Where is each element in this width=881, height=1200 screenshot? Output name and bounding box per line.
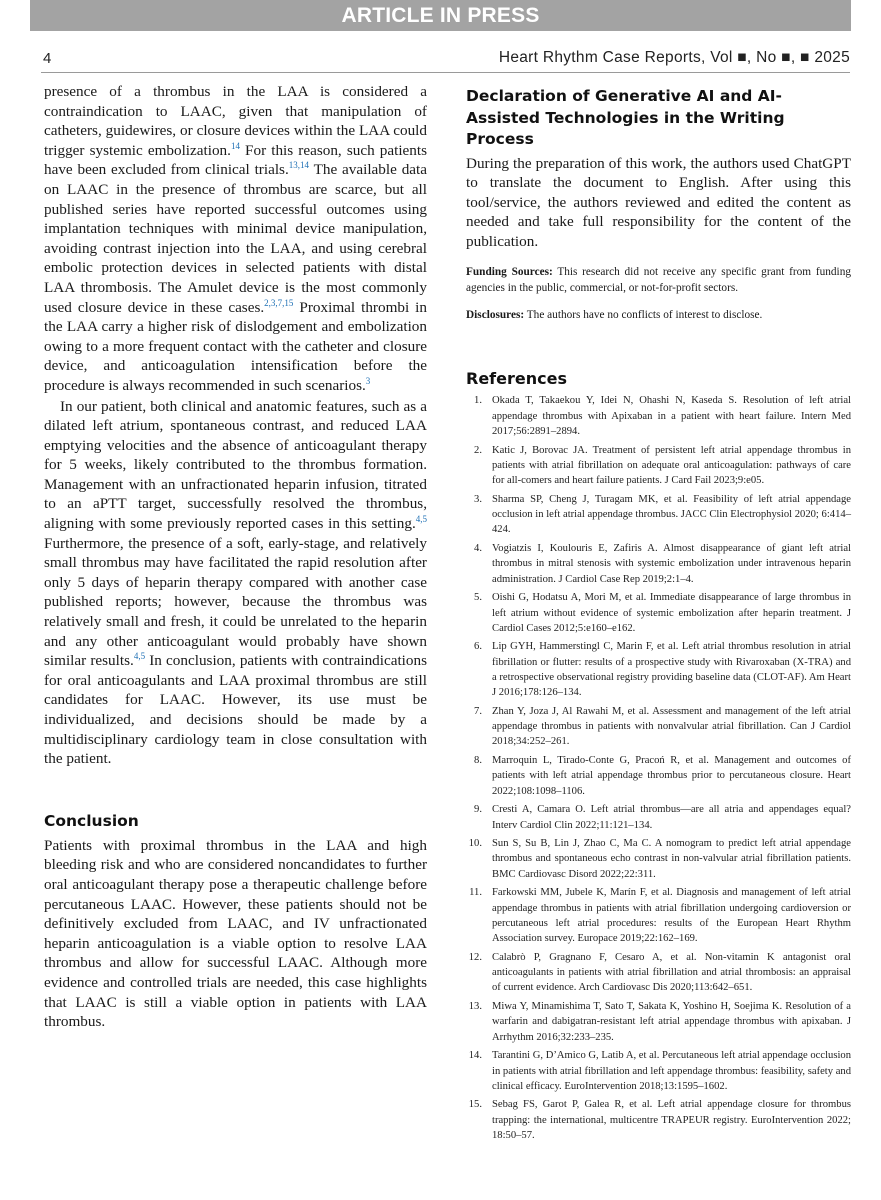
reference-item [466, 443, 851, 489]
reference-text: Lip GYH, Hammerstingl C, Marin F, et al. Left atrial thrombus resolution in atrial fibrillation or flutter: results of a prospective study with Rivaroxaban (X-TRA) and a retrospective observational registry providing baseline data (CLOT-AF). Am Heart J 2016;178:126–134. [492, 641, 851, 699]
reference-number: 15. [468, 1099, 482, 1111]
text-run: The available data on LAAC in the presence of thrombus are scarce, but all published series have reported successful outcomes using implantation techniques with minimal device manipulation, avoiding contrast injection into the LAA, and using cerebral embolic protection devices in selected patients with distal LAA thrombosis. The Amulet device is the most commonly used closure device in these cases. [44, 161, 427, 316]
reference-item [466, 753, 851, 799]
discussion-paragraph-2 [44, 397, 427, 769]
funding-text: This research did not receive any specific grant from funding agencies in the public, commercial, or not-for-profit sectors. [466, 266, 851, 295]
reference-number: 6. [474, 641, 482, 653]
citation-link[interactable]: 2,3,7,15 [264, 297, 294, 308]
citation-link[interactable]: 3 [365, 375, 371, 386]
header-rule [41, 72, 850, 73]
reference-item [466, 639, 851, 700]
article-in-press-banner: ARTICLE IN PRESS [30, 0, 851, 31]
reference-text: Oishi G, Hodatsu A, Mori M, et al. Immediate disappearance of large thrombus in left atrium without evidence of systemic embolization after heparin treatment. J Cardiol Cases 2012;5:e160–e162. [492, 592, 851, 634]
reference-text: Calabrò P, Gragnano F, Cesaro A, et al. Non-vitamin K antagonist oral anticoagulants in patients with atrial fibrillation and atrial thrombosis: an appraisal of current evidence. Arch Cardiovasc Dis 2020;113:642–651. [492, 951, 851, 994]
citation-link[interactable]: 13,14 [288, 160, 310, 171]
reference-item [466, 802, 851, 833]
reference-item [466, 1097, 851, 1143]
reference-item [466, 836, 851, 882]
text-run: In our patient, both clinical and anatomic features, such as a dilated left atrium, spontaneous contrast, and reduced LAA emptying velocities and the absence of anticoagulant therapy for 5 weeks, likely contributed to the thrombus formation. Management with an unfractionated heparin infusion, titrated to an aPTT target, successfully resolved the thrombus, aligning with some previously reported cases in this setting. [44, 397, 427, 533]
citation-link[interactable]: 4,5 [133, 651, 146, 662]
reference-number: 10. [468, 838, 482, 850]
reference-text: Marroquin L, Tirado-Conte G, Pracoń R, et al. Management and outcomes of patients with left atrial appendage thrombus prior to percutaneous closure. Heart 2022;108:1098–1106. [492, 755, 851, 797]
declaration-text: During the preparation of this work, the authors used ChatGPT to translate the document to English. After using this tool/service, the authors reviewed and edited the content as needed and take full responsibility for the content of the publication. [466, 154, 851, 250]
reference-item [466, 590, 851, 636]
text-run: presence of a thrombus in the LAA is considered a contraindication to LAAC, given that manipulation of catheters, guidewires, or closure devices within the LAA could trigger systemic embolization. [44, 83, 427, 159]
reference-number: 4. [474, 543, 482, 555]
conclusion-text: Patients with proximal thrombus in the LAA and high bleeding risk and who are considered noncandidates to further oral anticoagulant therapy pose a therapeutic challenge before percutaneous LAAC. However, these patients should not be definitively excluded from LAAC, and IV unfractionated heparin anticoagulation is a viable option to resolve LAA thrombus and allow for successful LAAC. Although more evidence and controlled trials are needed, this case highlights that LAAC is still a viable option in patients with LAA thrombus. [44, 836, 427, 1031]
text-run: Furthermore, the presence of a soft, early-stage, and relatively small thrombus may have facilitated the rapid resolution after only 5 days of heparin therapy compared with another case published reports; however, because the thrombus was relatively small and fresh, it could be unrelated to the heparin and any other anticoagulant would probably have shown similar results. [44, 534, 427, 670]
reference-text: Zhan Y, Joza J, Al Rawahi M, et al. Assessment and management of the left atrial appendage thrombus in patients with nonvalvular atrial fibrillation. Can J Cardiol 2018;34:252–261. [492, 705, 851, 748]
references-heading: References [466, 369, 567, 389]
reference-text: Katic J, Borovac JA. Treatment of persistent left atrial appendage thrombus in patients with atrial fibrillation on adequate oral anticoagulation: pathways of care for all-comers and heart failure patients. J Card Fail 2023;9:e05. [492, 444, 851, 487]
reference-item [466, 885, 851, 946]
reference-item [466, 704, 851, 750]
reference-number: 3. [474, 493, 482, 505]
conclusion-heading: Conclusion [44, 811, 139, 830]
funding-sources [466, 264, 851, 296]
reference-number: 11. [469, 887, 482, 899]
text-run: Proximal thrombi in the LAA carry a higher risk of dislodgement and embolization owing to a more frequent contact with the catheter and closure device, and anticoagulation intensification before the procedure is always recommended in such scenarios. [44, 298, 427, 394]
reference-item [466, 999, 851, 1045]
reference-number: 12. [468, 951, 482, 963]
disclosures-text: The authors have no conflicts of interest to disclose. [524, 309, 763, 322]
reference-text: Sebag FS, Garot P, Galea R, et al. Left atrial appendage closure for thrombus trapping: the international, multicentre TRAPEUR registry. EuroIntervention 2022; 18:50–57. [492, 1099, 851, 1141]
reference-text: Okada T, Takaekou Y, Idei N, Ohashi N, Kaseda S. Resolution of left atrial appendage thrombus with Apixaban in a patient with heart failure. Intern Med 2017;56:2891–2894. [492, 395, 851, 438]
reference-item [466, 492, 851, 538]
text-run: For this reason, such patients have been excluded from clinical trials. [44, 141, 428, 179]
discussion-paragraph-1 [44, 82, 427, 396]
reference-text: Vogiatzis I, Koulouris E, Zafiris A. Almost disappearance of giant left atrial thrombus in mitral stenosis with systemic embolization under intravenous heparin administration. J Cardiol Case Rep 2019;2:1–4. [492, 543, 851, 585]
reference-number: 1. [474, 395, 482, 407]
reference-text: Farkowski MM, Jubele K, Marín F, et al. Diagnosis and management of left atrial appendage thrombus in patients with atrial fibrillation undergoing cardioversion or percutaneous left atrial procedures: results of the European Heart Rhythm Association survey. Europace 2019;22:162–169. [492, 887, 851, 945]
reference-item [466, 950, 851, 996]
reference-number: 13. [468, 1001, 482, 1013]
left-column [44, 82, 427, 1032]
reference-item [466, 1048, 851, 1094]
reference-list [466, 393, 851, 1143]
disclosures-label: Disclosures: [466, 309, 525, 322]
reference-text: Sun S, Su B, Lin J, Zhao C, Ma C. A nomogram to predict left atrial appendage thrombus and spontaneous echo contrast in non-valvular atrial fibrillation patients. BMC Cardiovasc Disord 2022;22:311. [492, 838, 851, 880]
journal-info: Heart Rhythm Case Reports, Vol ■, No ■, ■ 2025 [498, 49, 850, 66]
reference-item [466, 541, 851, 587]
funding-label: Funding Sources: [466, 266, 553, 279]
disclosures [466, 307, 851, 323]
reference-number: 2. [474, 444, 482, 456]
reference-number: 9. [474, 804, 482, 816]
right-column [466, 86, 851, 1147]
page-number: 4 [43, 50, 52, 67]
reference-number: 5. [474, 592, 482, 604]
declaration-heading: Declaration of Generative AI and AI-Assisted Technologies in the Writing Process [466, 87, 785, 148]
reference-text: Tarantini G, D’Amico G, Latib A, et al. Percutaneous left atrial appendage occlusion in patients with atrial fibrillation and left appendage thrombus: feasibility, safety and clinical efficacy. EuroIntervention 2018;13:1595–1602. [492, 1050, 851, 1092]
reference-text: Cresti A, Camara O. Left atrial thrombus—are all atria and appendages equal? Interv Cardiol Clin 2022;11:121–134. [492, 804, 851, 831]
reference-text: Sharma SP, Cheng J, Turagam MK, et al. Feasibility of left atrial appendage occlusion in left atrial appendage thrombus. JACC Clin Electrophysiol 2020; 6:414–424. [492, 493, 851, 536]
citation-link[interactable]: 14 [230, 140, 240, 151]
reference-number: 7. [474, 705, 482, 717]
reference-number: 14. [468, 1050, 482, 1062]
reference-number: 8. [474, 755, 482, 767]
text-run: In conclusion, patients with contraindications for oral anticoagulants and LAA proximal thrombus are still candidates for LAAC. However, its use must be individualized, and decisions should be made by a multidisciplinary cardiology team in close consultation with the patient. [44, 652, 427, 768]
reference-item [466, 393, 851, 439]
citation-link[interactable]: 4,5 [415, 514, 427, 525]
reference-text: Miwa Y, Minamishima T, Sato T, Sakata K, Yoshino H, Soejima K. Resolution of a warfarin and dabigatran-resistant left atrial appendage thrombus with apixaban. J Arrhythm 2016;32:233–235. [492, 1001, 851, 1043]
